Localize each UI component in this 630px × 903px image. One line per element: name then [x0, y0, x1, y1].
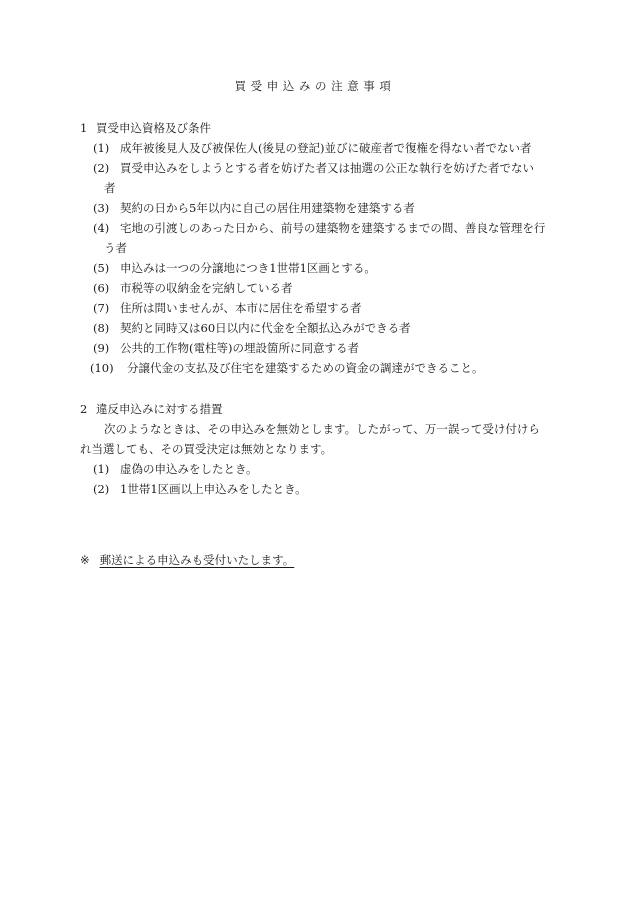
s1-item9-number: (9)	[93, 341, 110, 355]
s1-item1-number: (1)	[93, 141, 110, 155]
s1-item5-text: 申込みは一つの分譲地につき1世帯1区画とする。	[120, 261, 376, 275]
s1-item7-text: 住所は問いませんが、本市に居住を希望する者	[120, 301, 362, 315]
s1-item9-text: 公共的工作物(電柱等)の埋設箇所に同意する者	[120, 341, 359, 355]
note-mark: ※	[80, 553, 90, 567]
s2-item2-number: (2)	[93, 482, 110, 496]
s1-item6-text: 市税等の収納金を完納している者	[120, 281, 293, 295]
s2-item2-text: 1世帯1区画以上申込みをしたとき。	[120, 482, 307, 496]
s1-item4-text-cont: う者	[104, 241, 127, 255]
section2-number: 2	[80, 402, 88, 416]
s1-item2-number: (2)	[93, 161, 110, 175]
s1-item8-number: (8)	[93, 321, 110, 335]
note-text: 郵送による申込みも受付いたします。	[99, 553, 295, 567]
s2-item1-text: 虚偽の申込みをしたとき。	[120, 462, 258, 476]
s1-item10-text: 分譲代金の支払及び住宅を建築するための資金の調達ができること。	[127, 361, 484, 375]
s1-item4-number: (4)	[93, 221, 110, 235]
section2-heading: 違反申込みに対する措置	[96, 402, 223, 416]
s1-item8-text: 契約と同時又は60日以内に代金を全額払込みができる者	[120, 321, 411, 335]
s1-item4-text: 宅地の引渡しのあった日から、前号の建築物を建築するまでの間、善良な管理を行	[120, 221, 546, 235]
document-title: 買受申込みの注意事項	[234, 79, 396, 93]
s1-item5-number: (5)	[93, 261, 110, 275]
section1-number: 1	[80, 121, 88, 135]
s1-item7-number: (7)	[93, 301, 110, 315]
s1-item10-number: (10)	[90, 361, 114, 375]
s1-item2-text-cont: 者	[104, 181, 116, 195]
section2-paragraph-line1: 次のようなときは、その申込みを無効とします。したがって、万一誤って受け付けら	[104, 422, 540, 436]
s1-item3-number: (3)	[93, 201, 110, 215]
s1-item6-number: (6)	[93, 281, 110, 295]
s1-item1-text: 成年被後見人及び被保佐人(後見の登記)並びに破産者で復権を得ない者でない者	[120, 141, 532, 155]
s1-item3-text: 契約の日から5年以内に自己の居住用建築物を建築する者	[120, 201, 415, 215]
section2-paragraph-line2: れ当選しても、その買受決定は無効となります。	[80, 442, 333, 456]
postal-note	[80, 555, 302, 567]
s2-item1-number: (1)	[93, 462, 110, 476]
s1-item2-text: 買受申込みをしようとする者を妨げた者又は抽選の公正な執行を妨げた者でない	[120, 161, 534, 175]
section1-heading: 買受申込資格及び条件	[96, 121, 211, 135]
